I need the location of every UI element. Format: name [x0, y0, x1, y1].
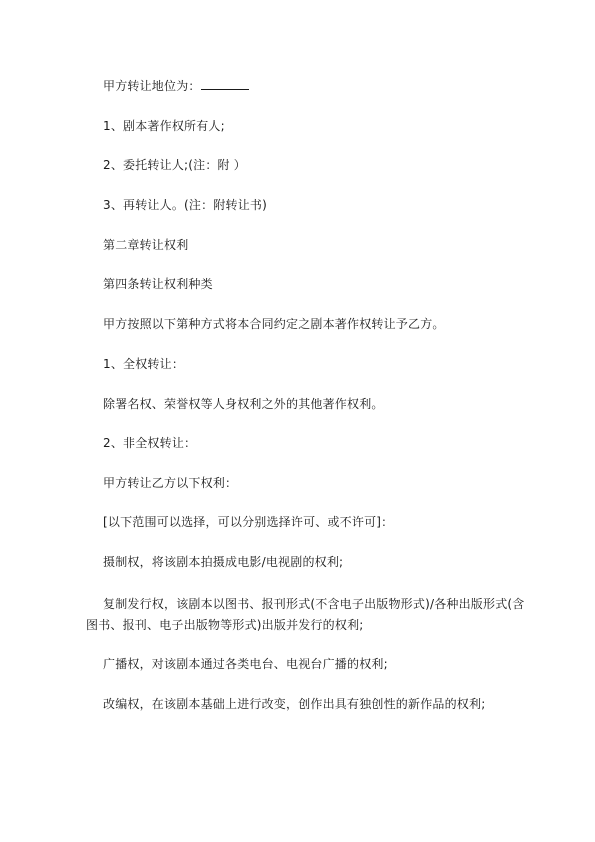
- chapter-2-heading: 第二章转让权利: [103, 238, 189, 252]
- transfer-status-text: 甲方转让地位为：: [103, 79, 201, 93]
- adaptation-right-paragraph: 改编权，在该剧本基础上进行改变，创作出具有独创性的新作品的权利;: [103, 697, 486, 711]
- partial-transfer-desc-paragraph: 甲方转让乙方以下权利：: [103, 476, 238, 490]
- transfer-status-blank-line: [201, 78, 249, 90]
- broadcast-right-paragraph: 广播权，对该剧本通过各类电台、电视台广播的权利;: [103, 657, 388, 671]
- intro-paragraph: 甲方按照以下第种方式将本合同约定之剧本著作权转让予乙方。: [103, 317, 445, 331]
- copy-right-paragraph-line1: 复制发行权，该剧本以图书、报刊形式(不含电子出版物形式)/各种出版形式(含: [103, 597, 525, 611]
- filming-right-paragraph: 摄制权，将该剧本拍摄成电影/电视剧的权利;: [103, 555, 344, 569]
- full-transfer-desc-paragraph: 除署名权、荣誉权等人身权利之外的其他著作权利。: [103, 397, 384, 411]
- partial-transfer-paragraph: 2、非全权转让：: [103, 436, 197, 450]
- selection-note-paragraph: [以下范围可以选择，可以分别选择许可、或不许可]：: [103, 515, 394, 529]
- article-4-heading: 第四条转让权利种类: [103, 277, 213, 291]
- copy-right-paragraph-line2: 图书、报刊、电子出版物等形式)出版并发行的权利;: [86, 618, 364, 632]
- full-transfer-paragraph: 1、全权转让：: [103, 357, 185, 371]
- item-2-paragraph: 2、委托转让人;(注：附 ）: [103, 158, 246, 172]
- transfer-status-paragraph: [103, 78, 249, 94]
- item-3-paragraph: 3、再转让人。(注：附转让书): [103, 198, 267, 212]
- item-1-paragraph: 1、剧本著作权所有人;: [103, 119, 225, 133]
